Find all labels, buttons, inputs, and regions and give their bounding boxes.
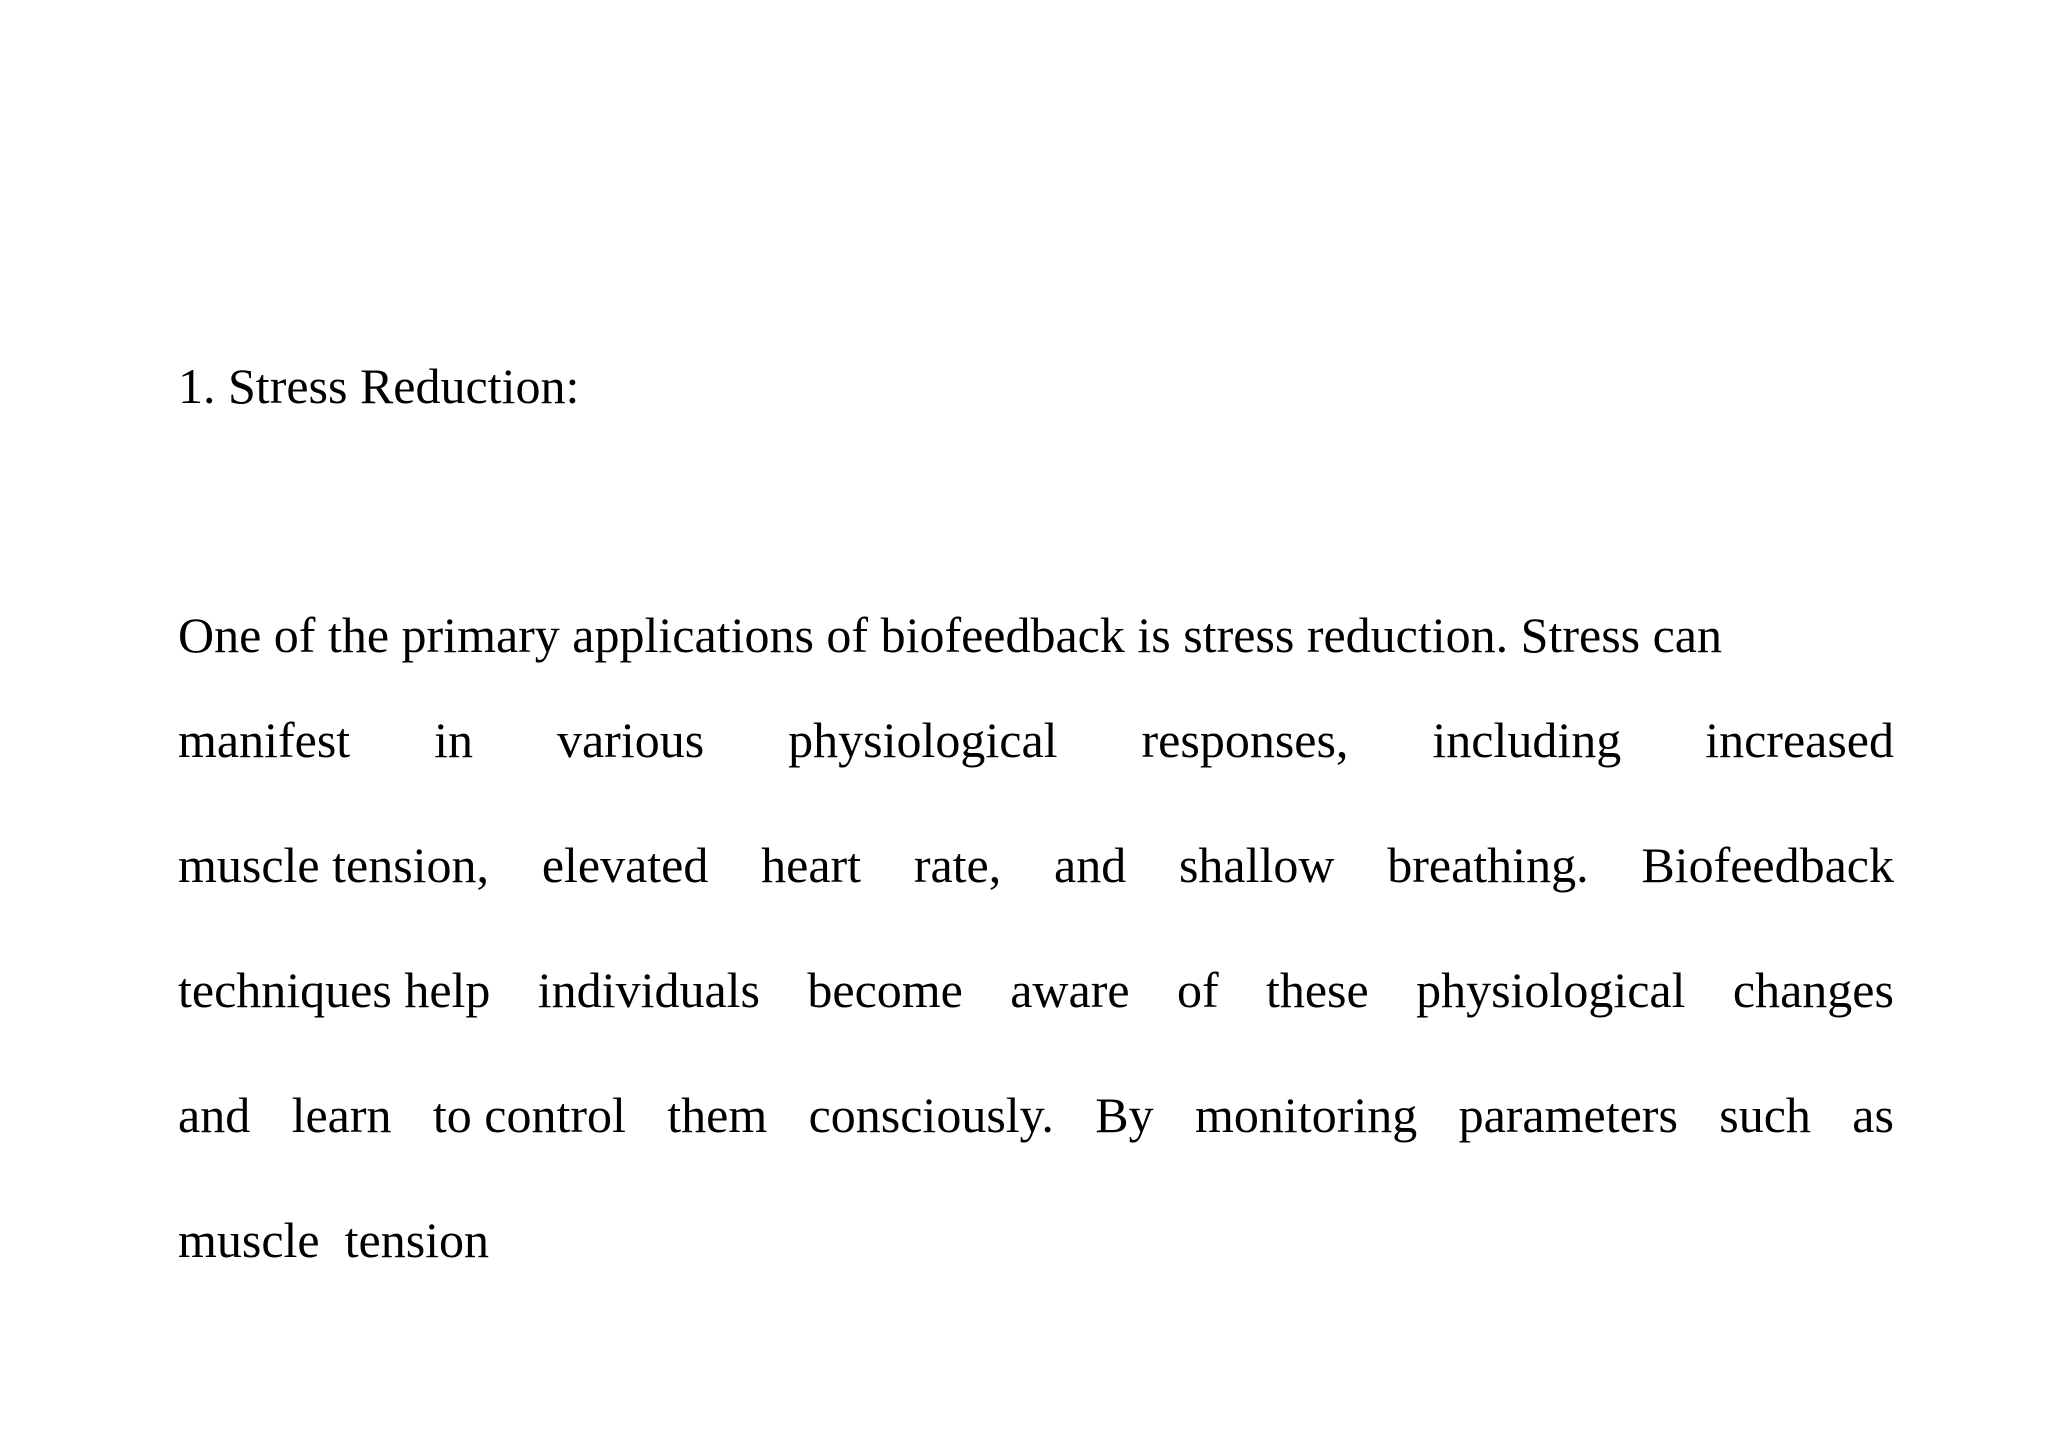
word: increased bbox=[1705, 712, 1894, 768]
word: including bbox=[1432, 712, 1622, 768]
word: shallow bbox=[1178, 837, 1335, 893]
word: elevated bbox=[541, 837, 709, 893]
word: become bbox=[807, 962, 963, 1018]
word: manifest bbox=[178, 712, 351, 768]
word: parameters bbox=[1458, 1087, 1678, 1143]
paragraph-line-1: One of the primary applications of biofeedback is stress reduction. Stress can bbox=[178, 607, 1722, 663]
word: physiological bbox=[788, 712, 1058, 768]
word: responses, bbox=[1141, 712, 1349, 768]
paragraph-line-3 bbox=[178, 835, 1894, 895]
word: and bbox=[1054, 837, 1127, 893]
paragraph-line-2 bbox=[178, 710, 1894, 770]
paragraph-line-6: muscle tension bbox=[178, 1212, 490, 1268]
word: consciously. bbox=[808, 1087, 1054, 1143]
word: breathing. bbox=[1387, 837, 1589, 893]
word: changes bbox=[1732, 962, 1894, 1018]
word: aware bbox=[1010, 962, 1130, 1018]
paragraph-line-4 bbox=[178, 960, 1894, 1020]
word: various bbox=[556, 712, 705, 768]
word: techniques help bbox=[178, 962, 491, 1018]
word: Biofeedback bbox=[1641, 837, 1894, 893]
word: muscle tension, bbox=[178, 837, 490, 893]
word: learn bbox=[291, 1087, 392, 1143]
word: rate, bbox=[913, 837, 1002, 893]
paragraph-line-5 bbox=[178, 1085, 1894, 1145]
word: these bbox=[1265, 962, 1369, 1018]
word: By bbox=[1095, 1087, 1154, 1143]
word: such bbox=[1719, 1087, 1811, 1143]
word: of bbox=[1176, 962, 1219, 1018]
word: to control bbox=[432, 1087, 626, 1143]
word: physiological bbox=[1416, 962, 1686, 1018]
word: heart bbox=[761, 837, 862, 893]
word: individuals bbox=[537, 962, 760, 1018]
word: them bbox=[667, 1087, 768, 1143]
word: as bbox=[1852, 1087, 1894, 1143]
section-heading: 1. Stress Reduction: bbox=[178, 358, 580, 414]
word: in bbox=[434, 712, 474, 768]
word: monitoring bbox=[1195, 1087, 1418, 1143]
word: and bbox=[178, 1087, 251, 1143]
